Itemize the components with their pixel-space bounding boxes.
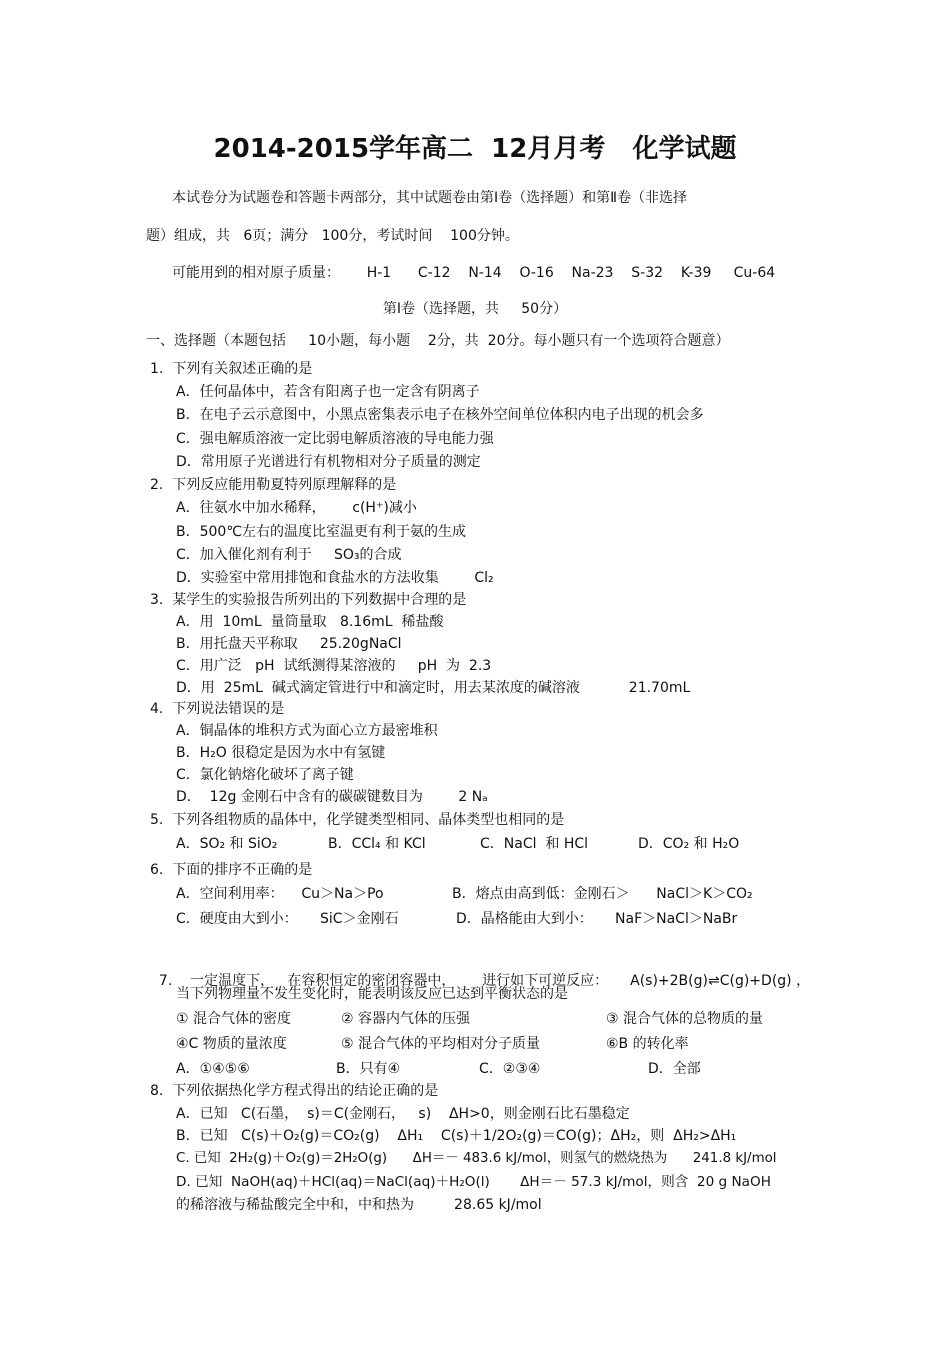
q7-reaction-reactants: A(s)+2B(g)	[630, 973, 708, 989]
q4-stem: 4. 下列说法错误的是	[150, 701, 285, 717]
q1-stem: 1. 下列有关叙述正确的是	[150, 361, 313, 377]
q6-option-d: D．晶格能由大到小： NaF＞NaCl＞NaBr	[456, 911, 738, 927]
q4-option-a: A．铜晶体的堆积方式为面心立方最密堆积	[176, 723, 438, 739]
intro-line-2: 题）组成，共 6页；满分 100分，考试时间 100分钟。	[146, 228, 519, 244]
q7-item: ⑥B 的转化率	[606, 1036, 689, 1052]
q1-option-c: C．强电解质溶液一定比弱电解质溶液的导电能力强	[176, 431, 494, 447]
q3-option-c: C．用广泛 pH 试纸测得某溶液的 pH 为 2.3	[176, 658, 492, 674]
q7-stem-line-2: 当下列物理量不发生变化时，能表明该反应已达到平衡状态的是	[176, 986, 568, 1002]
q7-option-a: A．①④⑤⑥	[176, 1061, 250, 1077]
q6-stem: 6. 下面的排序不正确的是	[150, 862, 313, 878]
q8-option-a: A．已知 C(石墨， s)＝C(金刚石， s) ΔH>0，则金刚石比石墨稳定	[176, 1106, 630, 1122]
q2-option-a: A．往氨水中加水稀释， c(H⁺)减小	[176, 500, 417, 516]
q7-items-row-1	[176, 1009, 796, 1029]
q5-stem: 5. 下列各组物质的晶体中，化学键类型相同、晶体类型也相同的是	[150, 812, 565, 828]
intro-line-1: 本试卷分为试题卷和答题卡两部分，其中试题卷由第Ⅰ卷（选择题）和第Ⅱ卷（非选择	[172, 190, 688, 206]
q5-option-b: B．CCl₄ 和 KCl	[328, 836, 426, 852]
q6-options-row-2	[176, 909, 796, 929]
q8-option-d: D. 已知 NaOH(aq)＋HCl(aq)＝NaCl(aq)＋H₂O(l) ΔH＝－ 57.3 kJ/mol，则含 20 g NaOH	[176, 1174, 771, 1190]
q6-options-row-1	[176, 884, 796, 904]
q3-option-d: D．用 25mL 碱式滴定管进行中和滴定时，用去某浓度的碱溶液 21.70mL	[176, 680, 691, 696]
q7-stem-text: 7. 一定温度下， 在容积恒定的密闭容器中， 进行如下可逆反应：	[158, 973, 609, 989]
atomic-mass-line: 可能用到的相对原子质量： H-1 C-12 N-14 O-16 Na-23 S-32 K-39 Cu-64	[172, 265, 776, 281]
q7-item: ① 混合气体的密度	[176, 1011, 292, 1027]
q8-option-d-continued: 的稀溶液与稀盐酸完全中和，中和热为 28.65 kJ/mol	[176, 1197, 542, 1213]
q2-option-b: B．500℃左右的温度比室温更有利于氨的生成	[176, 524, 467, 540]
part-heading: 一、选择题（本题包括 10小题，每小题 2分，共 20分。每小题只有一个选项符合题意）	[146, 333, 730, 349]
q7-option-d: D．全部	[648, 1061, 701, 1077]
q4-option-b: B．H₂O 很稳定是因为水中有氢键	[176, 745, 386, 761]
q5-option-c: C．NaCl 和 HCl	[480, 836, 589, 852]
q6-option-c: C．硬度由大到小： SiC＞金刚石	[176, 911, 399, 927]
q5-option-a: A．SO₂ 和 SiO₂	[176, 836, 278, 852]
q3-stem: 3. 某学生的实验报告所列出的下列数据中合理的是	[150, 592, 467, 608]
section-heading: 第Ⅰ卷（选择题，共 50分）	[382, 301, 568, 317]
q6-option-b: B．熔点由高到低：金刚石＞ NaCl＞K＞CO₂	[452, 886, 753, 902]
q4-option-d: D． 12g 金刚石中含有的碳碳键数目为 2 Nₐ	[176, 789, 488, 805]
equilibrium-arrow-icon: ⇌	[707, 973, 720, 989]
q3-option-a: A．用 10mL 量筒量取 8.16mL 稀盐酸	[176, 614, 444, 630]
q7-option-b: B．只有④	[336, 1061, 401, 1077]
q7-item: ③ 混合气体的总物质的量	[606, 1011, 764, 1027]
q6-option-a: A．空间利用率： Cu＞Na＞Po	[176, 886, 384, 902]
q1-option-a: A．任何晶体中，若含有阳离子也一定含有阴离子	[176, 384, 480, 400]
q4-option-c: C．氯化钠熔化破坏了离子键	[176, 767, 354, 783]
q7-options	[176, 1059, 796, 1079]
q7-item: ② 容器内气体的压强	[341, 1011, 471, 1027]
q7-item: ④C 物质的量浓度	[176, 1036, 287, 1052]
q1-option-d: D．常用原子光谱进行有机物相对分子质量的测定	[176, 454, 481, 470]
q7-reaction-products: C(g)+D(g) ，	[719, 973, 811, 989]
q1-option-b: B．在电子云示意图中，小黑点密集表示电子在核外空间单位体积内电子出现的机会多	[176, 407, 704, 423]
q5-option-d: D．CO₂ 和 H₂O	[638, 836, 740, 852]
q8-option-b: B．已知 C(s)＋O₂(g)＝CO₂(g) ΔH₁ C(s)＋1/2O₂(g)＝CO(g)；ΔH₂，则 ΔH₂>ΔH₁	[176, 1128, 737, 1144]
q7-items-row-2	[176, 1034, 796, 1054]
q2-option-c: C．加入催化剂有利于 SO₃的合成	[176, 547, 402, 563]
q2-stem: 2. 下列反应能用勒夏特列原理解释的是	[150, 477, 397, 493]
q2-option-d: D．实验室中常用排饱和食盐水的方法收集 Cl₂	[176, 570, 494, 586]
q3-option-b: B．用托盘天平称取 25.20gNaCl	[176, 636, 402, 652]
q5-options	[176, 834, 796, 854]
q7-item: ⑤ 混合气体的平均相对分子质量	[341, 1036, 541, 1052]
q8-stem: 8. 下列依据热化学方程式得出的结论正确的是	[150, 1083, 439, 1099]
q8-option-c: C. 已知 2H₂(g)＋O₂(g)＝2H₂O(g) ΔH＝－ 483.6 kJ/mol，则氢气的燃烧热为 241.8 kJ/mol	[176, 1151, 777, 1166]
q7-option-c: C．②③④	[479, 1061, 541, 1077]
page-title: 2014-2015学年高二 12月月考 化学试题	[213, 134, 737, 164]
